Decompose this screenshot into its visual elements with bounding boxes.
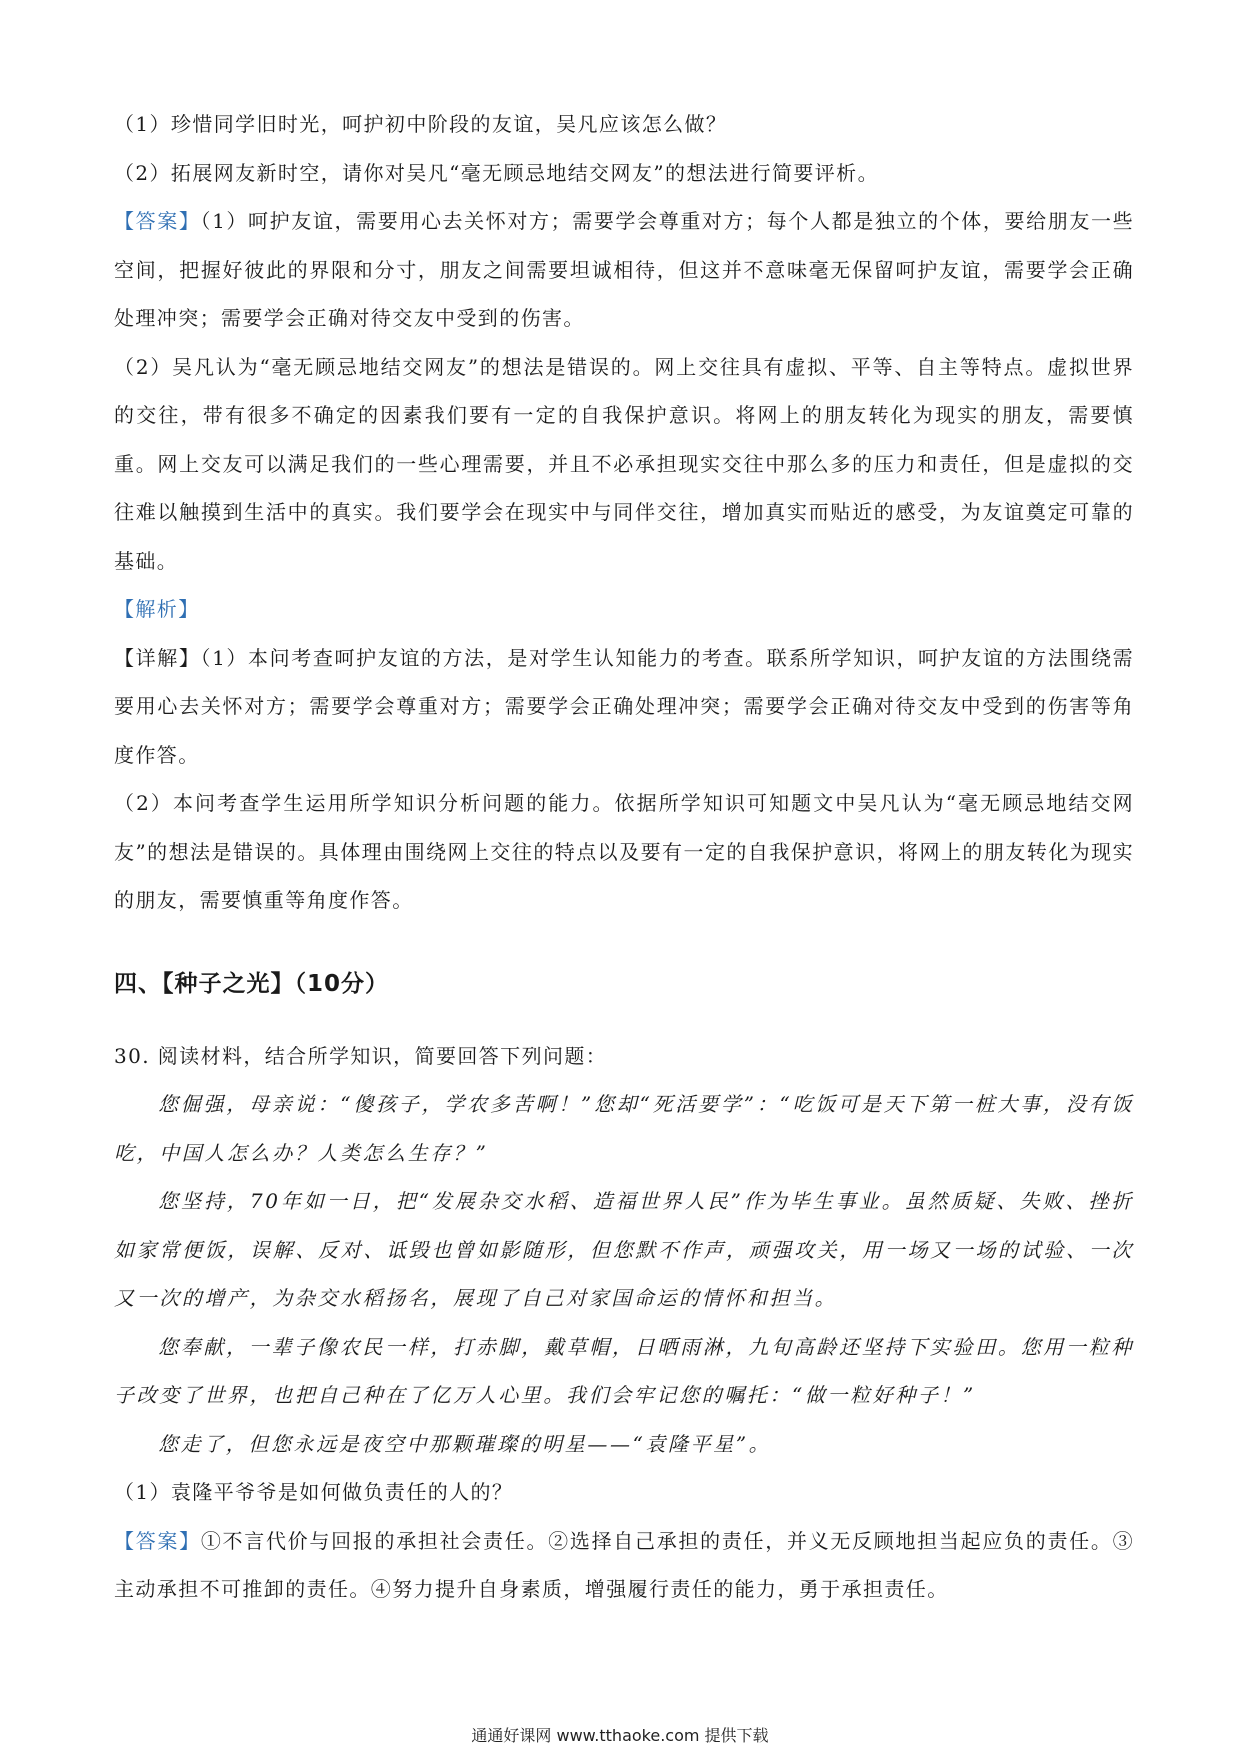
analysis-tag: 【解析】 — [114, 597, 200, 621]
answer-tag: 【答案】 — [114, 209, 201, 233]
question-30-sub-1: （1）袁隆平爷爷是如何做负责任的人的？ — [114, 1480, 514, 1504]
section-title: 四、【种子之光】（10分） — [114, 970, 390, 997]
answer-tag: 【答案】 — [114, 1528, 201, 1553]
page-footer: 通通好课网 www.tthaoke.com 提供下载 — [471, 1726, 769, 1745]
material-paragraph-2: 您坚持，70年如一日，把“发展杂交水稻、造福世界人民”作为毕生事业。虽然质疑、失败、挫折如家常便饭，误解、反对、诋毁也曾如影随形，但您默不作声，顽强攻关，用一场又一场的试验、一次又一次的增产，为杂交水稻扬名，展现了自己对家国命运的情怀和担当。 — [114, 1189, 1134, 1310]
detail-1: 【详解】（1）本问考查呵护友谊的方法，是对学生认知能力的考查。联系所学知识，呵护友谊的方法围绕需要用心去关怀对方；需要学会尊重对方；需要学会正确处理冲突；需要学会正确对待交友中受到的伤害等角度作答。 — [114, 645, 1134, 767]
question-30-prompt: 30. 阅读材料，结合所学知识，简要回答下列问题： — [114, 1043, 608, 1068]
answer-block-3 — [114, 1517, 1134, 1614]
answer-text-1: （1）呵护友谊，需要用心去关怀对方；需要学会尊重对方；每个人都是独立的个体，要给朋友一些空间，把握好彼此的界限和分寸，朋友之间需要坦诚相待，但这并不意味毫无保留呵护友谊，需要学会正确处理冲突；需要学会正确对待交友中受到的伤害。 — [114, 209, 1134, 330]
material-paragraph-4: 您走了，但您永远是夜空中那颗璀璨的明星——“袁隆平星”。 — [158, 1431, 772, 1456]
material-paragraph-3: 您奉献，一辈子像农民一样，打赤脚，戴草帽，日晒雨淋，九旬高龄还坚持下实验田。您用一粒种子改变了世界，也把自己种在了亿万人心里。我们会牢记您的嘱托：“做一粒好种子！” — [114, 1334, 1134, 1407]
analysis-heading — [114, 585, 1134, 634]
question-29-sub-2: （2）拓展网友新时空，请你对吴凡“毫无顾忌地结交网友”的想法进行简要评析。 — [114, 160, 879, 185]
answer-block-1 — [114, 197, 1134, 343]
page-content — [114, 100, 1134, 1614]
answer-text-2: （2）吴凡认为“毫无顾忌地结交网友”的想法是错误的。网上交往具有虚拟、平等、自主等特点。虚拟世界的交往，带有很多不确定的因素我们要有一定的自我保护意识。将网上的朋友转化为现实的朋友，需要慎重。网上交友可以满足我们的一些心理需要，并且不必承担现实交往中那么多的压力和责任，但是虚拟的交往难以触摸到生活中的真实。我们要学会在现实中与同伴交往，增加真实而贴近的感受，为友谊奠定可靠的基础。 — [114, 354, 1134, 573]
answer-text-3: ①不言代价与回报的承担社会责任。②选择自己承担的责任，并义无反顾地担当起应负的责任。③主动承担不可推卸的责任。④努力提升自身素质，增强履行责任的能力，勇于承担责任。 — [114, 1528, 1134, 1601]
material-paragraph-1: 您倔强，母亲说：“傻孩子，学农多苦啊！”您却“死活要学”：“吃饭可是天下第一桩大事，没有饭吃，中国人怎么办？人类怎么生存？” — [114, 1092, 1134, 1165]
question-29-sub-1: （1）珍惜同学旧时光，呵护初中阶段的友谊，吴凡应该怎么做？ — [114, 112, 728, 136]
detail-2: （2）本问考查学生运用所学知识分析问题的能力。依据所学知识可知题文中吴凡认为“毫无顾忌地结交网友”的想法是错误的。具体理由围绕网上交往的特点以及要有一定的自我保护意识，将网上的朋友转化为现实的朋友，需要慎重等角度作答。 — [114, 791, 1134, 912]
